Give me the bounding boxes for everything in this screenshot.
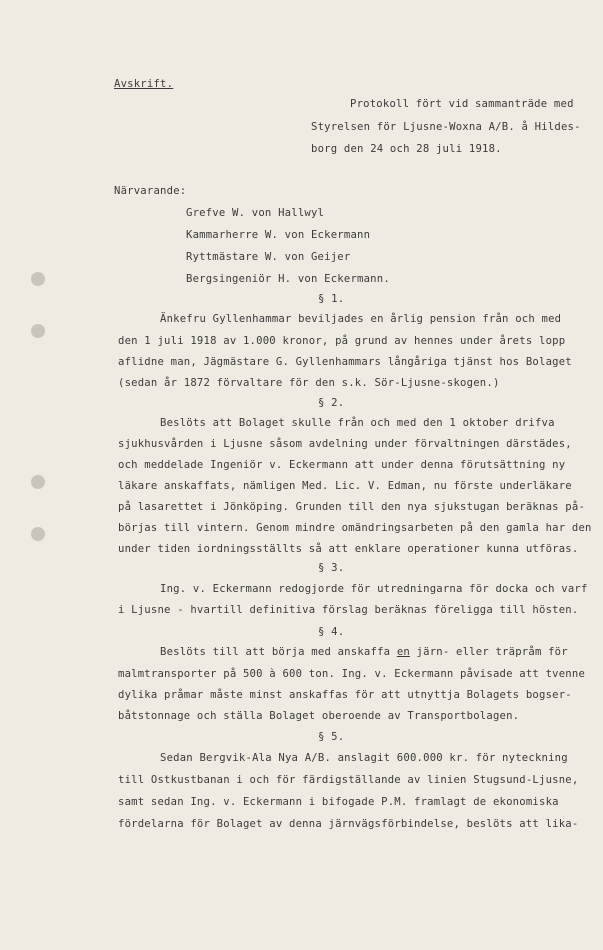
paragraph-line: Beslöts att Bolaget skulle från och med den 1 oktober drifva <box>160 417 555 429</box>
paragraph-line: och meddelade Ingeniör v. Eckermann att under denna förutsättning ny <box>118 459 566 471</box>
paragraph-line: på lasarettet i Jönköping. Grunden till den nya sjukstugan beräknas på- <box>118 501 586 513</box>
paragraph-line: under tiden iordningsställts så att enklare operationer kunna utföras. <box>118 543 579 555</box>
section-mark: § 4. <box>318 626 345 638</box>
section-mark: § 3. <box>318 562 345 574</box>
attendees-label: Närvarande: <box>114 185 187 197</box>
paragraph-line: börjas till vintern. Genom mindre omändringsarbeten på den gamla har den <box>118 522 592 534</box>
paragraph-line: samt sedan Ing. v. Eckermann i bifogade P.M. framlagt de ekonomiska <box>118 796 559 808</box>
paragraph-line: i Ljusne - hvartill definitiva förslag beräknas föreligga till hösten. <box>118 604 579 616</box>
paragraph-line: båtstonnage och ställa Bolaget oberoende av Transportbolagen. <box>118 710 520 722</box>
header-line: Styrelsen för Ljusne-Woxna A/B. å Hildes- <box>311 121 581 133</box>
header-line: Protokoll fört vid sammanträde med <box>350 98 574 110</box>
paragraph-line: Ing. v. Eckermann redogjorde för utredningarna för docka och varf <box>160 583 588 595</box>
attendee: Kammarherre W. von Eckermann <box>186 229 371 241</box>
section-mark: § 2. <box>318 397 345 409</box>
paragraph-line: dylika pråmar måste minst anskaffas för att utnyttja Bolagets bogser- <box>118 689 572 701</box>
attendee: Grefve W. von Hallwyl <box>186 207 325 219</box>
attendee: Bergsingeniör H. von Eckermann. <box>186 273 390 285</box>
paragraph-line-with-underline <box>160 645 568 659</box>
document-heading: Avskrift. <box>114 78 174 90</box>
attendee: Ryttmästare W. von Geijer <box>186 251 351 263</box>
punch-hole <box>31 527 45 541</box>
underlined-word: en <box>396 646 410 658</box>
paragraph-line: till Ostkustbanan i och för färdigställande av linien Stugsund-Ljusne, <box>118 774 579 786</box>
punch-hole <box>31 475 45 489</box>
paragraph-line: aflidne man, Jägmästare G. Gyllenhammars långåriga tjänst hos Bolaget <box>118 356 572 368</box>
text-before-underline: Beslöts till att börja med anskaffa <box>160 646 397 658</box>
paragraph-line: Änkefru Gyllenhammar beviljades en årlig pension från och med <box>160 313 562 325</box>
punch-hole <box>31 324 45 338</box>
section-mark: § 1. <box>318 293 345 305</box>
section-mark: § 5. <box>318 731 345 743</box>
paragraph-line: fördelarna för Bolaget av denna järnvägsförbindelse, beslöts att lika- <box>118 818 579 830</box>
paragraph-line: (sedan år 1872 förvaltare för den s.k. Sör-Ljusne-skogen.) <box>118 377 500 389</box>
paragraph-line: den 1 juli 1918 av 1.000 kronor, på grund av hennes under årets lopp <box>118 335 566 347</box>
text-after-underline: järn- eller träpråm för <box>409 646 568 658</box>
header-line: borg den 24 och 28 juli 1918. <box>311 143 502 155</box>
paragraph-line: Sedan Bergvik-Ala Nya A/B. anslagit 600.000 kr. för nyteckning <box>160 752 568 764</box>
paragraph-line: malmtransporter på 500 à 600 ton. Ing. v. Eckermann påvisade att tvenne <box>118 668 586 680</box>
paragraph-line: sjukhusvården i Ljusne såsom avdelning under förvaltningen därstädes, <box>118 438 572 450</box>
paragraph-line: läkare anskaffats, nämligen Med. Lic. V. Edman, nu förste underläkare <box>118 480 572 492</box>
punch-hole <box>31 272 45 286</box>
